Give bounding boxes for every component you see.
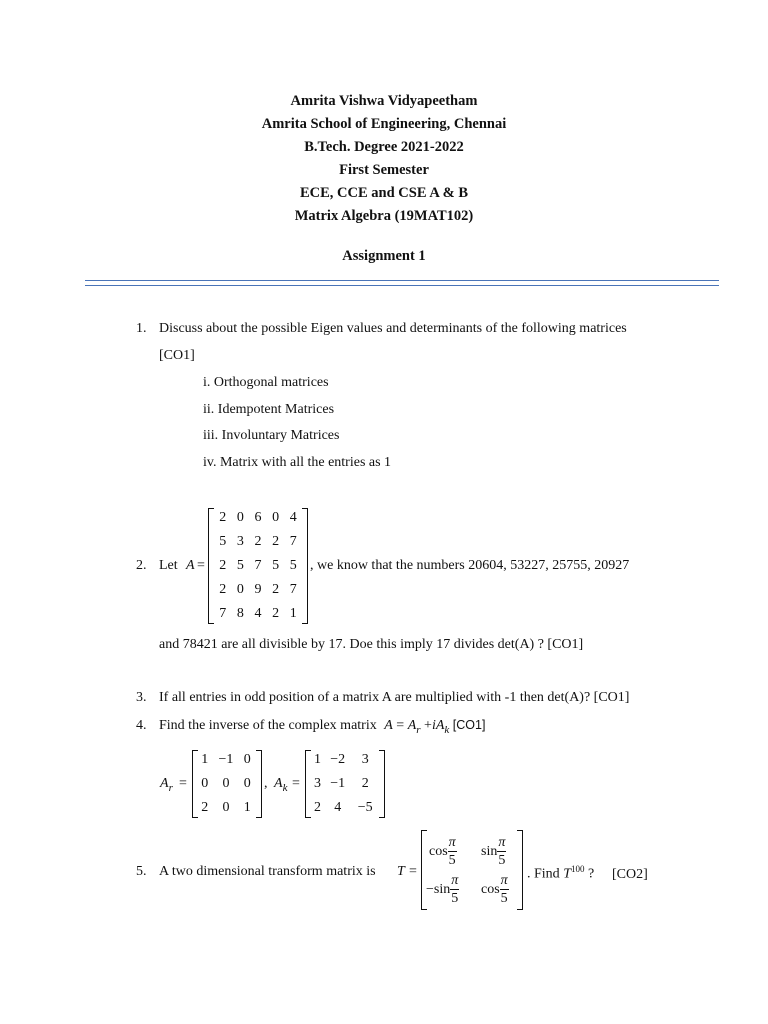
q5-equals: = <box>409 864 417 879</box>
q4-ak-matrix <box>305 750 385 818</box>
q2-let: Let <box>159 558 178 573</box>
course-line: Matrix Algebra (19MAT102) <box>294 208 474 224</box>
q3-number: 3. <box>136 690 147 705</box>
q2-matrix-cell: 5 <box>219 534 227 549</box>
ar-matrix-cell: 0 <box>201 776 209 791</box>
q5-text: A two dimensional transform matrix is <box>159 864 376 879</box>
q1-subitem: ii. Idempotent Matrices <box>203 402 335 417</box>
q2-matrix-cell: 7 <box>254 558 262 573</box>
q2-matrix-cell: 5 <box>272 558 280 573</box>
q2-matrix-row <box>214 602 302 626</box>
ak-matrix-row <box>311 772 379 796</box>
q2-text-continued: and 78421 are all divisible by 17. Doe this imply 17 divides det(A) ? [CO1] <box>159 637 584 652</box>
q5-cell-cos: cos $\frac{\pi}{5}$ <box>429 835 456 868</box>
university-name: Amrita Vishwa Vidyapeetham <box>290 93 478 109</box>
q4-ar-equals: = <box>179 776 187 791</box>
q2-matrix-cell: 2 <box>219 558 227 573</box>
q2-matrix-grid <box>214 506 302 626</box>
q4-co: [CO1] <box>452 718 486 732</box>
ak-matrix-cell: 2 <box>361 776 369 791</box>
q3-text: If all entries in odd position of a matrix A are multiplied with -1 then det(A)? [CO1] <box>159 690 630 705</box>
q4-ar-label: $A_r$ <box>160 776 173 794</box>
ar-matrix-cell: 0 <box>222 800 230 815</box>
ak-matrix-row <box>311 796 379 820</box>
q4-formula: $A = A_r +iA_k$ <box>384 718 450 736</box>
branches-line: ECE, CCE and CSE A & B <box>299 185 468 201</box>
ar-matrix-cell: −1 <box>218 752 234 767</box>
right-bracket <box>517 830 523 910</box>
q2-matrix-cell: 1 <box>289 606 297 621</box>
q4-text <box>159 718 485 736</box>
q4-number: 4. <box>136 718 147 733</box>
q2-matrix-cell: 8 <box>236 606 244 621</box>
ar-matrix-cell: 2 <box>201 800 209 815</box>
ar-matrix-cell: 0 <box>222 776 230 791</box>
header-divider-top <box>85 280 719 281</box>
ak-matrix-cell: −1 <box>330 776 346 791</box>
q2-matrix-cell: 2 <box>254 534 262 549</box>
right-bracket <box>302 508 308 624</box>
q2-matrix-cell: 7 <box>289 534 297 549</box>
q2-matrix-cell: 2 <box>272 534 280 549</box>
ar-matrix-cell: 1 <box>201 752 209 767</box>
q2-matrix-cell: 2 <box>219 510 227 525</box>
q5-variable: T <box>397 864 405 879</box>
ar-matrix-cell: 0 <box>243 752 251 767</box>
q2-matrix-cell: 2 <box>272 582 280 597</box>
ar-matrix-cell: 1 <box>243 800 251 815</box>
q2-matrix-cell: 4 <box>289 510 297 525</box>
q2-matrix-cell: 6 <box>254 510 262 525</box>
right-bracket <box>256 750 262 818</box>
ak-matrix-cell: 3 <box>313 776 321 791</box>
ak-matrix-cell: −2 <box>330 752 346 767</box>
q2-matrix-row <box>214 530 302 554</box>
semester-line: First Semester <box>339 162 429 178</box>
ar-matrix-row <box>198 796 254 820</box>
q1-co: [CO1] <box>159 348 195 363</box>
q4-ak-equals: = <box>292 776 300 791</box>
q2-matrix-cell: 9 <box>254 582 262 597</box>
q5-find: . Find $T^{100}$ ? <box>527 864 595 882</box>
ak-matrix-cell: 1 <box>313 752 321 767</box>
q2-matrix <box>208 508 308 624</box>
q1-text: Discuss about the possible Eigen values and determinants of the following matrices <box>159 321 627 336</box>
q2-equals: = <box>197 558 205 573</box>
q4-ar-matrix-grid <box>198 748 254 820</box>
q4-comma: , <box>264 776 268 791</box>
q2-matrix-cell: 2 <box>219 582 227 597</box>
q2-matrix-cell: 5 <box>236 558 244 573</box>
q2-matrix-row <box>214 578 302 602</box>
q5-co: [CO2] <box>612 867 648 882</box>
assignment-title: Assignment 1 <box>342 248 426 264</box>
q2-matrix-cell: 0 <box>272 510 280 525</box>
ar-matrix-row <box>198 772 254 796</box>
q1-subitem: iv. Matrix with all the entries as 1 <box>203 455 392 470</box>
q2-matrix-cell: 2 <box>272 606 280 621</box>
ak-matrix-cell: −5 <box>357 800 373 815</box>
header-divider-bottom <box>85 285 719 286</box>
q2-text-after: , we know that the numbers 20604, 53227, 25755, 20927 <box>310 558 630 573</box>
ak-matrix-cell: 3 <box>361 752 369 767</box>
ak-matrix-cell: 2 <box>313 800 321 815</box>
q2-matrix-cell: 5 <box>289 558 297 573</box>
q2-matrix-cell: 7 <box>219 606 227 621</box>
q2-matrix-cell: 0 <box>236 582 244 597</box>
ak-matrix-row <box>311 748 379 772</box>
q1-subitem: iii. Involuntary Matrices <box>203 428 340 443</box>
ar-matrix-cell: 0 <box>243 776 251 791</box>
q5-cell-sin: sin $\frac{\pi}{5}$ <box>481 835 506 868</box>
q4-ak-label: $A_k$ <box>274 776 288 794</box>
ar-matrix-row <box>198 748 254 772</box>
q5-cell-cos-2: cos $\frac{\pi}{5}$ <box>481 873 508 906</box>
school-name: Amrita School of Engineering, Chennai <box>261 116 507 132</box>
q2-matrix-cell: 4 <box>254 606 262 621</box>
ak-matrix-cell: 4 <box>334 800 342 815</box>
q2-matrix-row <box>214 554 302 578</box>
q4-ar-matrix <box>192 750 262 818</box>
q5-cell-minus-sin: −sin $\frac{\pi}{5}$ <box>426 873 459 906</box>
q1-subitem: i. Orthogonal matrices <box>203 375 329 390</box>
q2-variable: A <box>186 558 195 573</box>
q2-matrix-row <box>214 506 302 530</box>
q4-ak-matrix-grid <box>311 748 379 820</box>
q5-number: 5. <box>136 864 147 879</box>
q5-matrix <box>421 830 523 910</box>
q1-number: 1. <box>136 321 147 336</box>
q4-text-label: Find the inverse of the complex matrix <box>159 718 377 733</box>
right-bracket <box>379 750 385 818</box>
degree-line: B.Tech. Degree 2021-2022 <box>304 139 464 155</box>
q2-matrix-cell: 0 <box>236 510 244 525</box>
q2-matrix-cell: 7 <box>289 582 297 597</box>
q2-matrix-cell: 3 <box>236 534 244 549</box>
q2-number: 2. <box>136 558 147 573</box>
